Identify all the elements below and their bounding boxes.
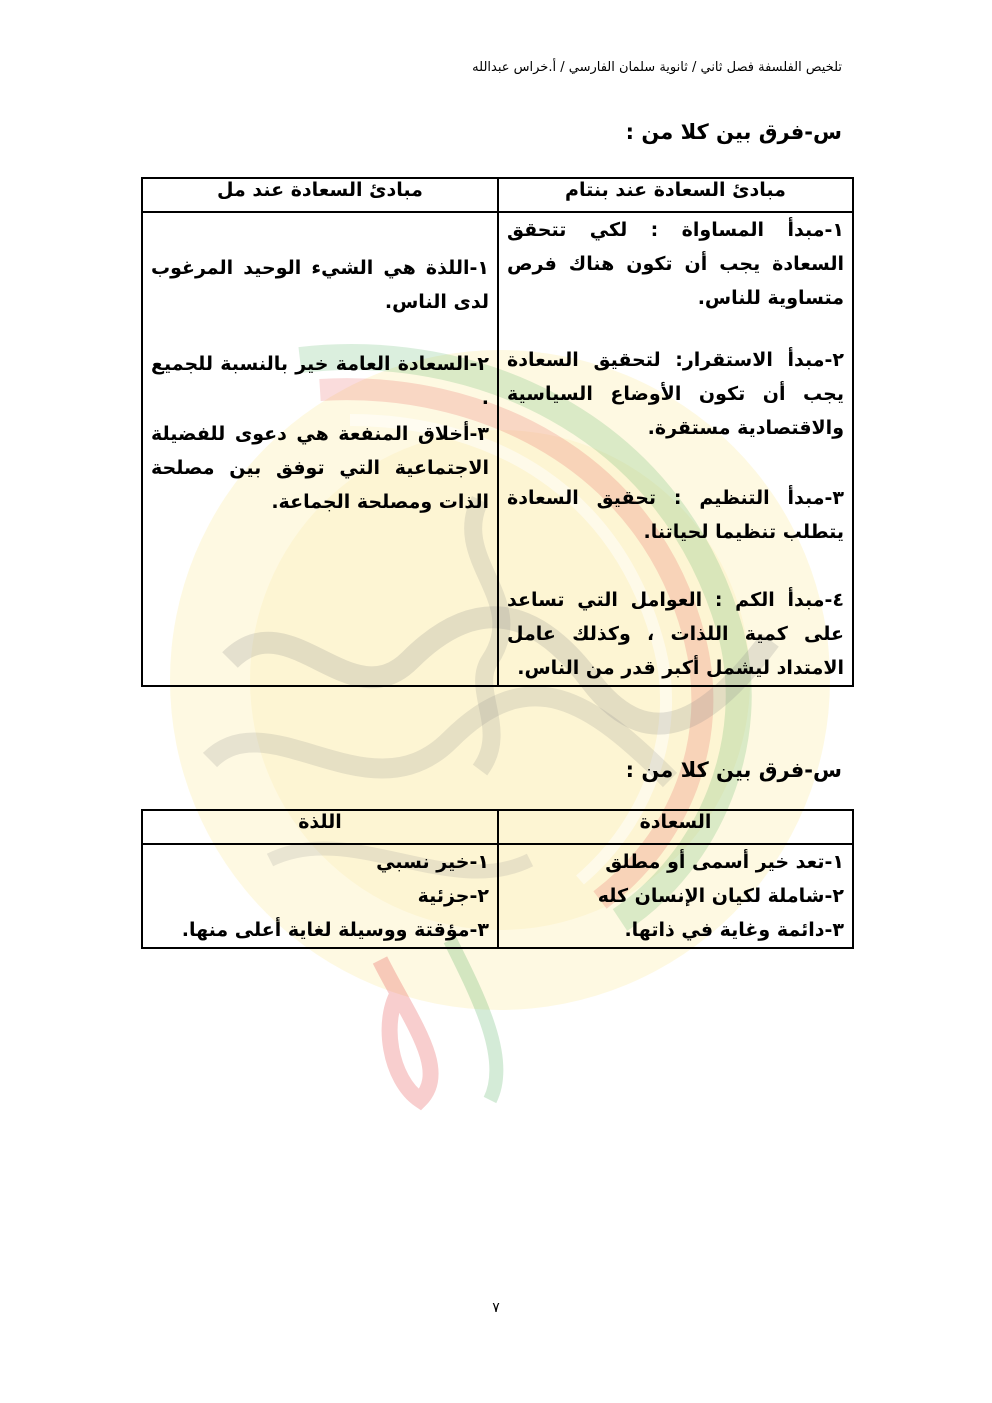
bentham-principle-organization: ٣-مبدأ التنظيم : تحقيق السعادة يتطلب تنظيما لحياتنا. xyxy=(507,487,844,543)
comparison-table-bentham-mill xyxy=(141,177,854,687)
column-header-bentham: مبادئ السعادة عند بنتام xyxy=(498,178,853,212)
happiness-trait-3: ٣-دائمة وغاية في ذاتها. xyxy=(624,919,844,941)
bentham-principle-equality: ١-مبدأ المساواة : لكي تتحقق السعادة يجب أن تكون هناك فرص متساوية للناس. xyxy=(507,219,844,309)
happiness-traits-cell xyxy=(498,844,853,948)
mill-principle-pleasure: ١-اللذة هي الشيء الوحيد المرغوب لدى الناس. xyxy=(151,257,489,313)
pleasure-trait-2: ٢-جزئية xyxy=(417,885,489,907)
pleasure-trait-3: ٣-مؤقتة ووسيلة لغاية أعلى منها. xyxy=(181,919,489,941)
mill-principles-cell xyxy=(142,212,498,686)
column-header-mill: مبادئ السعادة عند مل xyxy=(142,178,498,212)
mill-principle-utility-ethics: ٣-أخلاق المنفعة هي دعوى للفضيلة الاجتماعية التي توفق بين مصلحة الذات ومصلحة الجماعة. xyxy=(151,423,489,513)
question-heading-1: س-فرق بين كلا من : xyxy=(625,120,842,144)
page-number: ٧ xyxy=(492,1300,500,1316)
column-header-pleasure: اللذة xyxy=(142,810,498,844)
document-header: تلخيص الفلسفة فصل ثاني / ثانوية سلمان الفارسي / أ.خراس عبدالله xyxy=(472,60,842,75)
pleasure-trait-1: ١-خير نسبي xyxy=(376,851,489,873)
comparison-table-happiness-pleasure xyxy=(141,809,854,949)
column-header-happiness: السعادة xyxy=(498,810,853,844)
happiness-trait-1: ١-تعد خير أسمى أو مطلق xyxy=(605,851,844,873)
happiness-trait-2: ٢-شاملة لكيان الإنسان كله xyxy=(597,885,844,907)
bentham-principle-quantity: ٤-مبدأ الكم : العوامل التي تساعد على كمية اللذات ، وكذلك عامل الامتداد ليشمل أكبر قدر من الناس. xyxy=(507,589,844,679)
pleasure-traits-cell xyxy=(142,844,498,948)
bentham-principles-cell xyxy=(498,212,853,686)
question-heading-2: س-فرق بين كلا من : xyxy=(625,758,842,782)
mill-principle-general-happiness: ٢-السعادة العامة خير بالنسبة للجميع . xyxy=(151,353,489,409)
bentham-principle-stability: ٢-مبدأ الاستقرار: لتحقيق السعادة يجب أن تكون الأوضاع السياسية والاقتصادية مستقرة. xyxy=(507,349,844,439)
